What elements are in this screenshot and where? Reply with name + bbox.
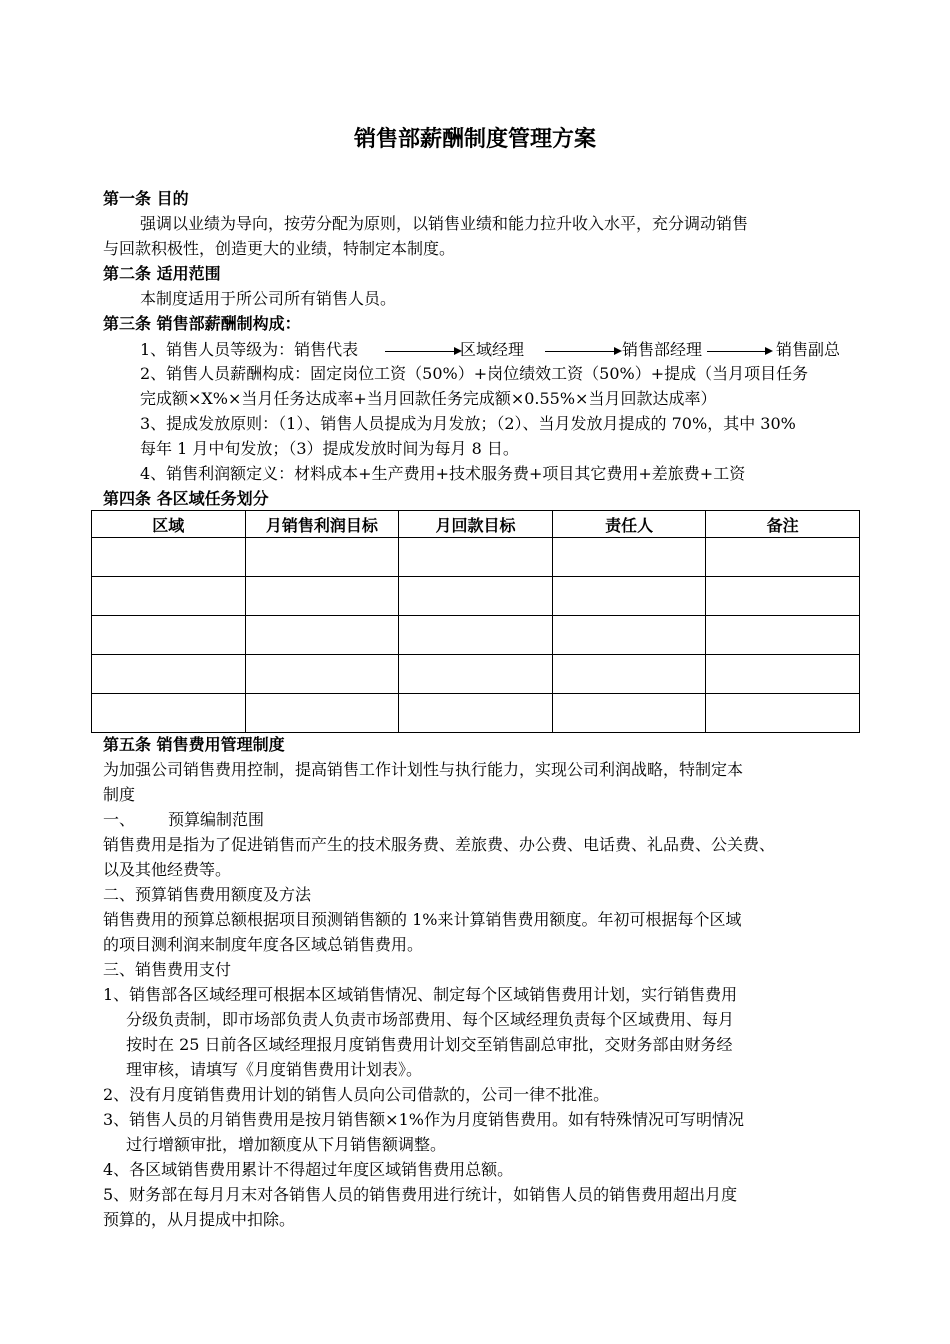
- article-3-item-3-line-1: 3、提成发放原则：（1）、销售人员提成为月发放；（2）、当月发放月提成的 70%，其中 30%: [140, 414, 796, 433]
- level-prefix: 1、销售人员等级为：销售代表: [140, 340, 359, 359]
- section-1-title: 预算编制范围: [168, 810, 265, 829]
- article-1-text-line-1: 强调以业绩为导向，按劳分配为原则，以销售业绩和能力拉升收入水平，充分调动销售: [140, 214, 749, 233]
- column-header-region: 区域: [92, 511, 246, 538]
- section-2-title: 二、预算销售费用额度及方法: [103, 885, 312, 904]
- column-header-notes: 备注: [706, 511, 860, 538]
- table-cell: [92, 655, 246, 694]
- table-cell: [245, 616, 399, 655]
- table-cell: [245, 655, 399, 694]
- table-cell: [245, 577, 399, 616]
- article-4-heading: 第四条 各区域任务划分: [103, 489, 269, 508]
- table-cell: [92, 577, 246, 616]
- table-cell: [92, 538, 246, 577]
- article-5-intro-line-1: 为加强公司销售费用控制，提高销售工作计划性与执行能力，实现公司利润战略，特制定本: [103, 760, 744, 779]
- table-row: [92, 655, 860, 694]
- level-sales-vp: 销售副总: [776, 340, 841, 359]
- article-2-heading: 第二条 适用范围: [103, 264, 221, 283]
- section-3-title: 三、销售费用支付: [103, 960, 232, 979]
- table-row: [92, 694, 860, 733]
- payment-item-4: 4、各区域销售费用累计不得超过年度区域销售费用总额。: [103, 1160, 514, 1179]
- table-cell: [552, 616, 706, 655]
- document-title: 销售部薪酬制度管理方案: [353, 127, 596, 152]
- article-5-intro-line-2: 制度: [103, 785, 136, 804]
- table-cell: [92, 616, 246, 655]
- table-cell: [552, 655, 706, 694]
- table-cell: [399, 577, 553, 616]
- section-1-text-line-1: 销售费用是指为了促进销售而产生的技术服务费、差旅费、办公费、电话费、礼品费、公关费、: [103, 835, 776, 854]
- article-1-text-line-2: 与回款积极性，创造更大的业绩，特制定本制度。: [103, 239, 456, 258]
- arrow-icon: [707, 351, 771, 352]
- payment-item-3-line-1: 3、销售人员的月销售费用是按月销售额×1%作为月度销售费用。如有特殊情况可写明情况: [103, 1110, 744, 1129]
- section-2-text-line-1: 销售费用的预算总额根据项目预测销售额的 1%来计算销售费用额度。年初可根据每个区域: [103, 910, 742, 929]
- arrow-icon: [545, 351, 620, 352]
- region-task-table: [91, 510, 860, 733]
- payment-item-1-line-1: 1、销售部各区域经理可根据本区域销售情况、制定每个区域销售费用计划，实行销售费用: [103, 985, 738, 1004]
- article-1-heading: 第一条 目的: [103, 189, 189, 208]
- table-cell: [245, 694, 399, 733]
- table-row: [92, 538, 860, 577]
- payment-item-1-line-4: 理审核，请填写《月度销售费用计划表》。: [126, 1060, 423, 1079]
- level-sales-manager: 销售部经理: [622, 340, 703, 359]
- column-header-profit-target: 月销售利润目标: [245, 511, 399, 538]
- table-cell: [92, 694, 246, 733]
- table-cell: [245, 538, 399, 577]
- column-header-owner: 责任人: [552, 511, 706, 538]
- column-header-payment-target: 月回款目标: [399, 511, 553, 538]
- table-cell: [399, 655, 553, 694]
- article-3-item-4: 4、销售利润额定义：材料成本+生产费用+技术服务费+项目其它费用+差旅费+工资: [140, 464, 746, 483]
- section-1-number: 一、: [103, 810, 136, 829]
- article-5-heading: 第五条 销售费用管理制度: [103, 735, 285, 754]
- table-cell: [706, 616, 860, 655]
- article-3-item-3-line-2: 每年 1 月中旬发放；（3）提成发放时间为每月 8 日。: [140, 439, 519, 458]
- payment-item-2: 2、没有月度销售费用计划的销售人员向公司借款的，公司一律不批准。: [103, 1085, 610, 1104]
- payment-item-3-line-2: 过行增额审批，增加额度从下月销售额调整。: [126, 1135, 447, 1154]
- table-cell: [399, 538, 553, 577]
- table-cell: [706, 577, 860, 616]
- table-cell: [552, 538, 706, 577]
- payment-item-1-line-3: 按时在 25 日前各区域经理报月度销售费用计划交至销售副总审批，交财务部由财务经: [126, 1035, 733, 1054]
- payment-item-5-line-1: 5、财务部在每月月末对各销售人员的销售费用进行统计，如销售人员的销售费用超出月度: [103, 1185, 738, 1204]
- table-cell: [399, 694, 553, 733]
- section-2-text-line-2: 的项目测利润来制度年度各区域总销售费用。: [103, 935, 424, 954]
- table-cell: [706, 694, 860, 733]
- payment-item-1-line-2: 分级负责制，即市场部负责人负责市场部费用、每个区域经理负责每个区域费用、每月: [126, 1010, 735, 1029]
- article-2-text: 本制度适用于所公司所有销售人员。: [140, 289, 397, 308]
- table-cell: [706, 538, 860, 577]
- table-cell: [706, 655, 860, 694]
- table-row: [92, 577, 860, 616]
- arrow-icon: [385, 351, 460, 352]
- payment-item-5-line-2: 预算的，从月提成中扣除。: [103, 1210, 296, 1229]
- sales-level-flow: [140, 338, 860, 362]
- level-regional-manager: 区域经理: [460, 340, 525, 359]
- section-1-text-line-2: 以及其他经费等。: [103, 860, 232, 879]
- table-cell: [552, 577, 706, 616]
- article-3-heading: 第三条 销售部薪酬制构成：: [103, 314, 301, 333]
- table-cell: [399, 616, 553, 655]
- article-3-item-2-line-2: 完成额×X%×当月任务达成率+当月回款任务完成额×0.55%×当月回款达成率）: [140, 389, 717, 408]
- table-header-row: [92, 511, 860, 538]
- table-cell: [552, 694, 706, 733]
- table-row: [92, 616, 860, 655]
- article-3-item-2-line-1: 2、销售人员薪酬构成：固定岗位工资（50%）+岗位绩效工资（50%）+提成（当月项目任务: [140, 364, 809, 383]
